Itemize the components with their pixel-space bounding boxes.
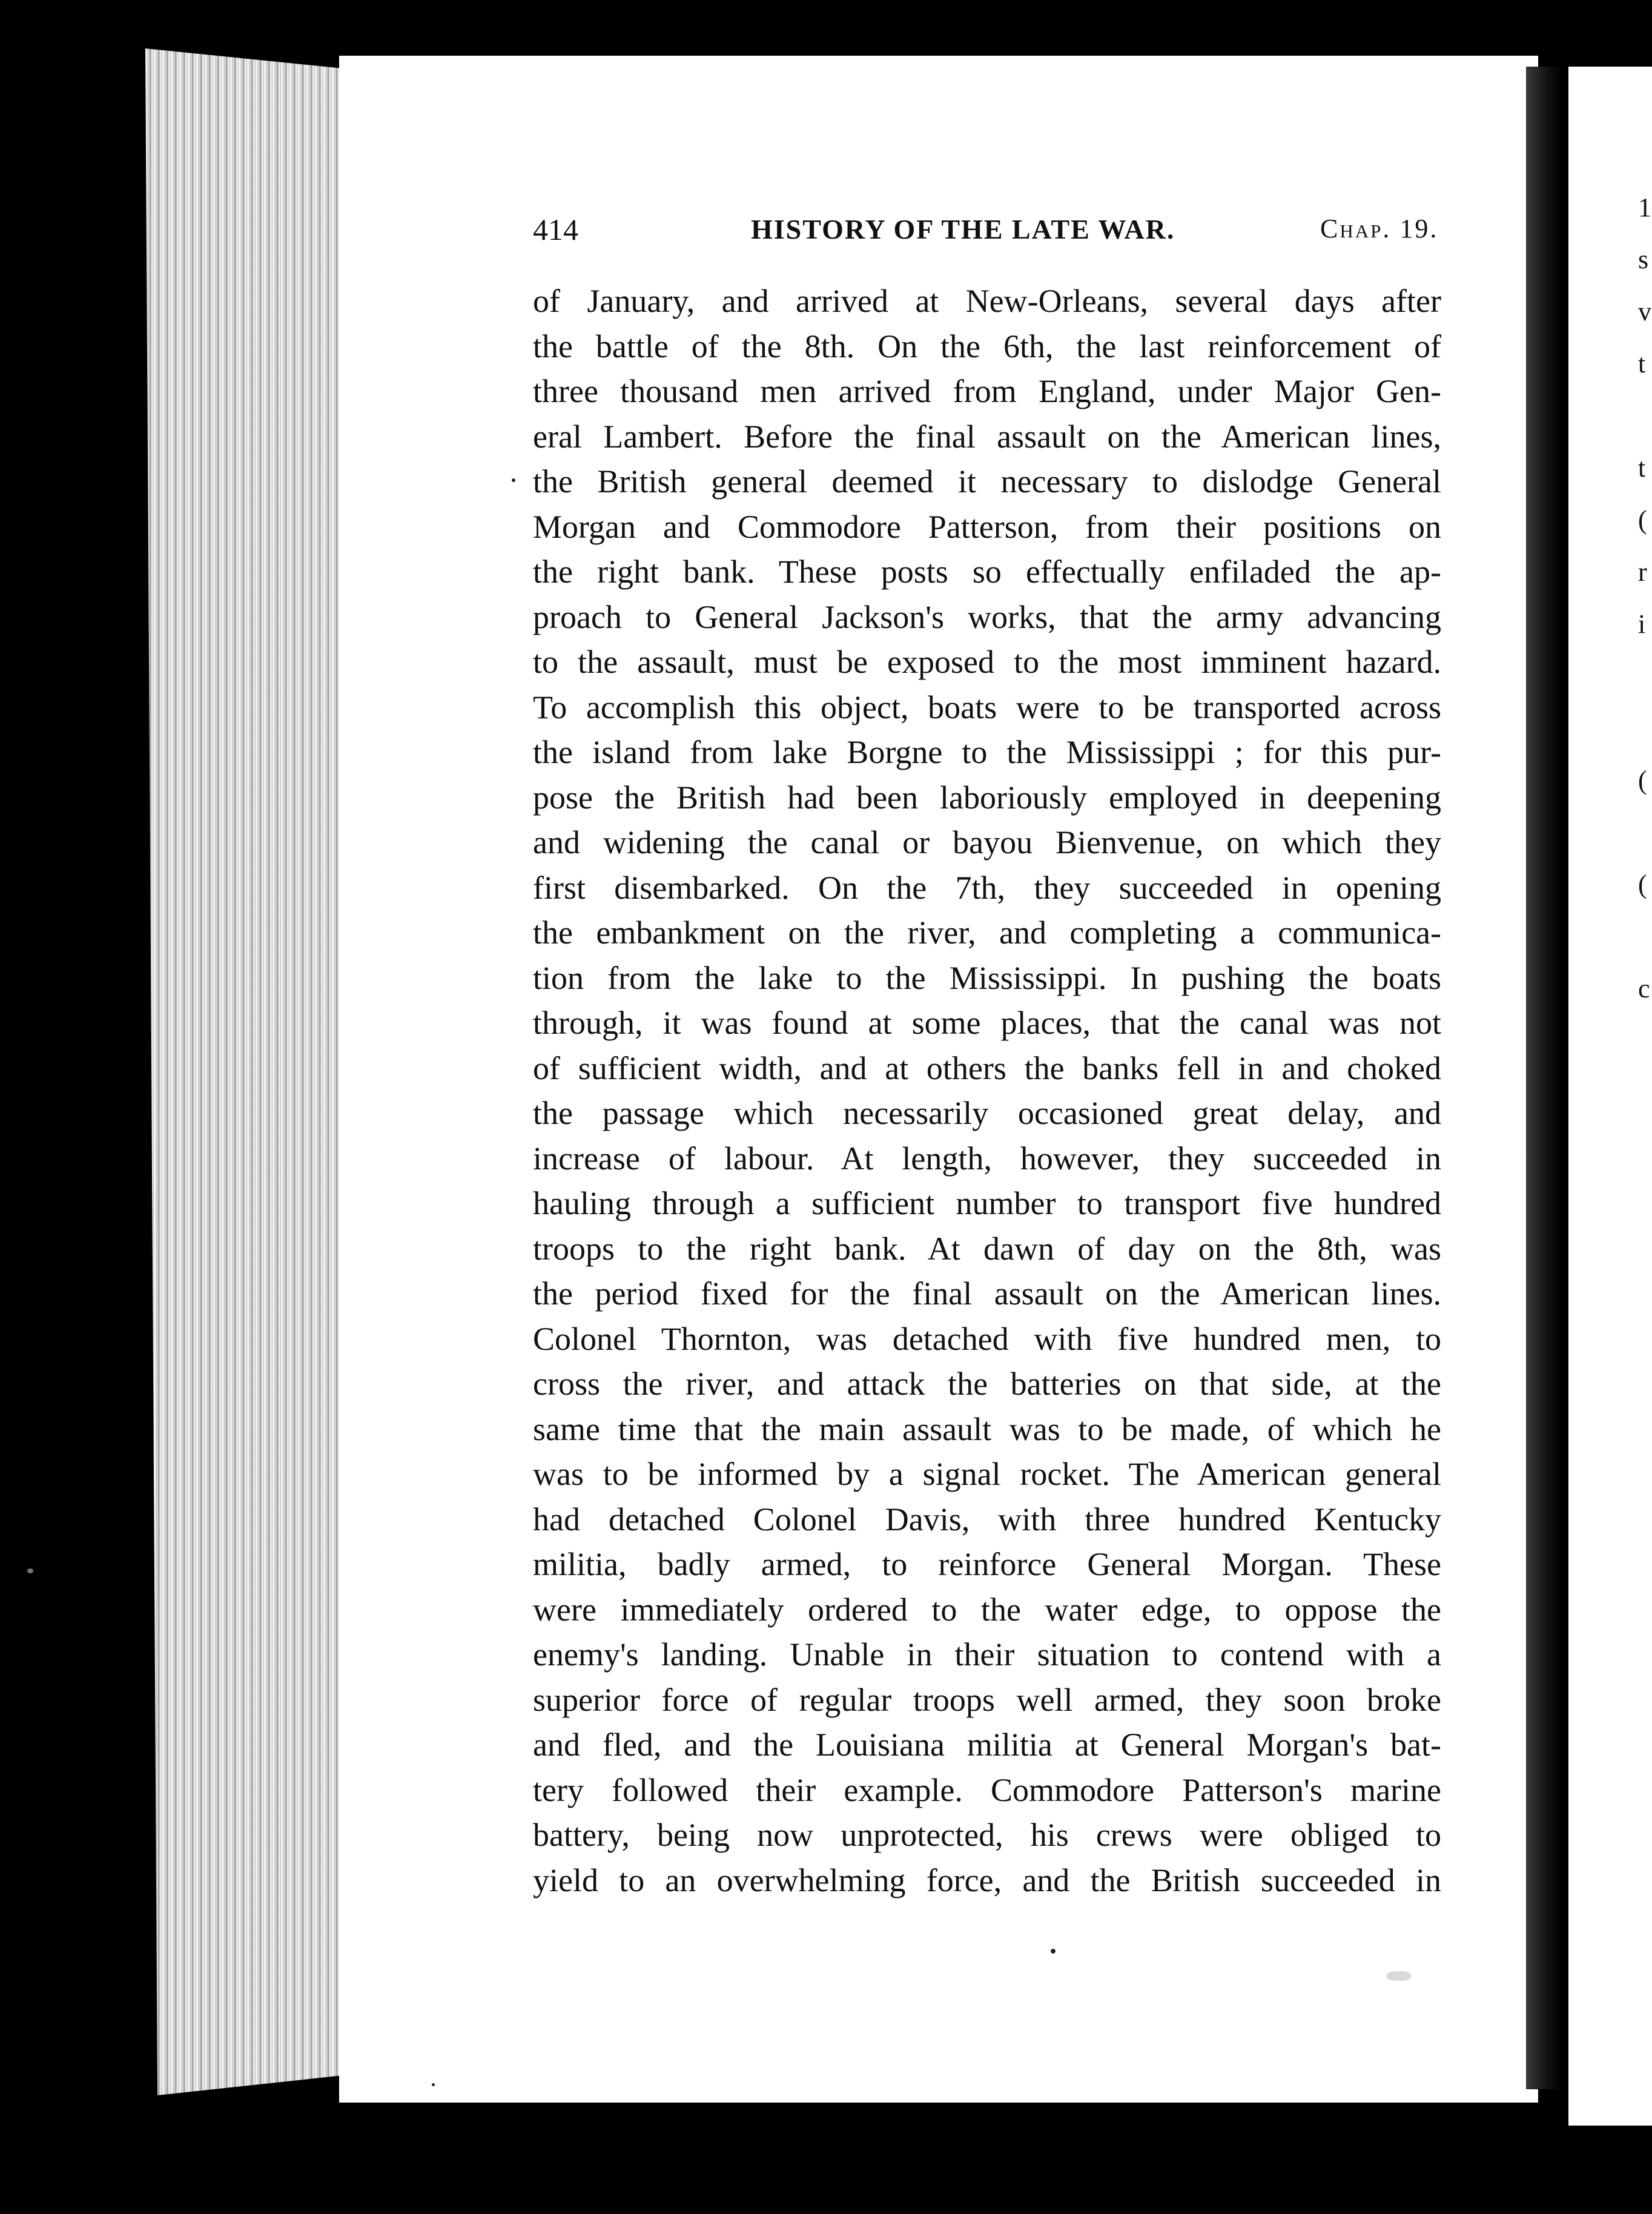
text-line: eral Lambert. Before the final assault on the American lines, — [533, 418, 1441, 455]
text-line: first disembarked. On the 7th, they succeeded in opening — [533, 869, 1441, 906]
facing-letter: 1 — [1638, 193, 1651, 222]
facing-letter: ( — [1638, 870, 1647, 899]
page-number: 414 — [533, 213, 578, 246]
facing-letter: v — [1638, 297, 1651, 326]
text-line: militia, badly armed, to reinforce General Morgan. These — [533, 1546, 1441, 1582]
text-line: the right bank. These posts so effectually enfiladed the ap- — [533, 554, 1441, 590]
ink-speck — [1387, 1971, 1411, 1981]
ink-speck — [1051, 1949, 1056, 1954]
facing-letter: t — [1638, 349, 1646, 378]
text-line: the British general deemed it necessary to dislodge General — [533, 463, 1441, 500]
text-line: hauling through a sufficient number to transport five hundred — [533, 1185, 1441, 1221]
body-text — [533, 279, 1441, 1903]
text-line: Colonel Thornton, was detached with five hundred men, to — [533, 1320, 1441, 1357]
text-line: proach to General Jackson's works, that the army advancing — [533, 598, 1441, 635]
text-line: increase of labour. At length, however, they succeeded in — [533, 1140, 1441, 1177]
text-line: pose the British had been laboriously employed in deepening — [533, 779, 1441, 816]
book-gutter — [1526, 67, 1562, 2089]
text-line: three thousand men arrived from England, under Major Gen- — [533, 373, 1441, 409]
text-line: the battle of the 8th. On the 6th, the last reinforcement of — [533, 328, 1441, 365]
facing-letter: t — [1638, 453, 1646, 483]
text-line: the embankment on the river, and completing a communica- — [533, 914, 1441, 951]
text-line: cross the river, and attack the batteries on that side, at the — [533, 1366, 1441, 1402]
facing-letter: c — [1638, 974, 1650, 1003]
text-line: yield to an overwhelming force, and the British succeeded in — [533, 1862, 1441, 1898]
text-line: Morgan and Commodore Patterson, from their positions on — [533, 508, 1441, 545]
text-line: of January, and arrived at New-Orleans, several days after — [533, 283, 1441, 319]
facing-letter: r — [1638, 557, 1647, 587]
ink-speck — [512, 478, 515, 482]
text-line: superior force of regular troops well armed, they soon broke — [533, 1681, 1441, 1718]
running-title: HISTORY OF THE LATE WAR. — [751, 214, 1175, 245]
text-line: the passage which necessarily occasioned great delay, and — [533, 1095, 1441, 1131]
chapter-label: Chap. 19. — [1320, 214, 1439, 243]
text-line: the island from lake Borgne to the Mississippi ; for this pur- — [533, 734, 1441, 770]
facing-letter: ( — [1638, 765, 1647, 795]
text-line: of sufficient width, and at others the banks fell in and choked — [533, 1049, 1441, 1086]
text-line: battery, being now unprotected, his crews were obliged to — [533, 1817, 1441, 1853]
facing-letter: s — [1638, 245, 1649, 274]
text-line: through, it was found at some places, that the canal was not — [533, 1005, 1441, 1041]
text-line: tion from the lake to the Mississippi. In pushing the boats — [533, 959, 1441, 996]
text-line: were immediately ordered to the water edge, to oppose the — [533, 1591, 1441, 1628]
text-line: was to be informed by a signal rocket. The American general — [533, 1456, 1441, 1492]
ink-speck — [27, 1568, 33, 1573]
text-line: same time that the main assault was to be made, of which he — [533, 1410, 1441, 1447]
text-line: had detached Colonel Davis, with three hundred Kentucky — [533, 1501, 1441, 1538]
facing-page-text — [1638, 182, 1652, 1003]
ink-speck — [432, 2083, 435, 2086]
text-line: enemy's landing. Unable in their situation to contend with a — [533, 1636, 1441, 1673]
text-line: the period fixed for the final assault on the American lines. — [533, 1275, 1441, 1312]
text-line: tery followed their example. Commodore Patterson's marine — [533, 1771, 1441, 1808]
text-line: To accomplish this object, boats were to be transported across — [533, 689, 1441, 725]
text-line: and widening the canal or bayou Bienvenue, on which they — [533, 824, 1441, 861]
facing-letter: ( — [1638, 505, 1647, 535]
book-page-edges — [145, 48, 348, 2095]
text-line: troops to the right bank. At dawn of day on the 8th, was — [533, 1230, 1441, 1267]
facing-letter: i — [1638, 609, 1646, 639]
text-line: and fled, and the Louisiana militia at General Morgan's bat- — [533, 1727, 1441, 1763]
running-head — [533, 212, 1441, 260]
text-line: to the assault, must be exposed to the most imminent hazard. — [533, 644, 1441, 680]
